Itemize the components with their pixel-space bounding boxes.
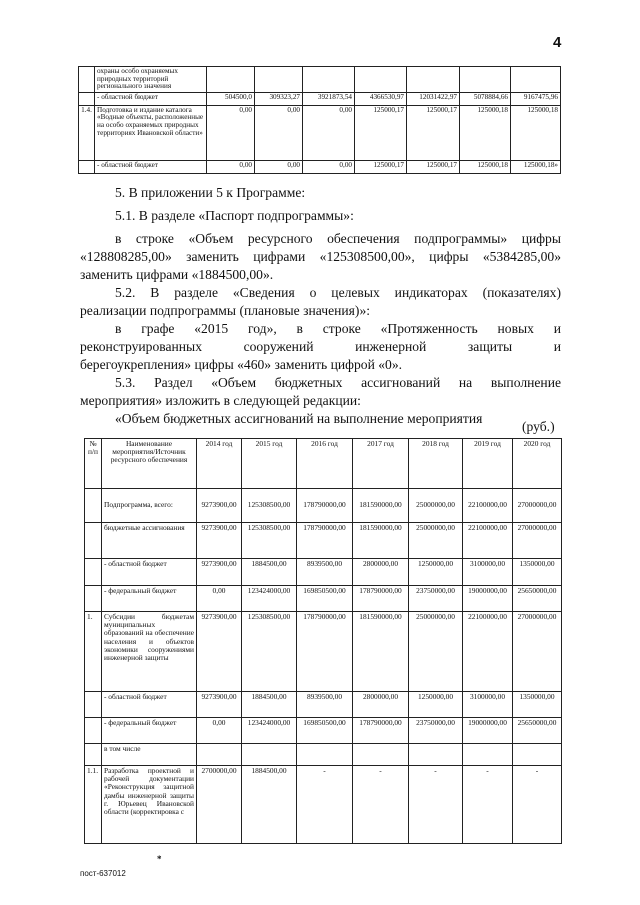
value-cell: 25000000,00 <box>409 489 463 523</box>
row-label: охраны особо охраняемых природных территорий регионального значения <box>95 67 207 93</box>
value-cell <box>242 744 297 766</box>
row-number: 1. <box>85 612 102 692</box>
para-5-3-line1: 5.3. Раздел «Объем бюджетных ассигнований на выполнение <box>115 375 561 390</box>
para-5-2-sub-line1: в графе «2015 год», в строке «Протяженность новых и <box>115 321 561 336</box>
value-cell <box>297 744 353 766</box>
value-cell: 9273900,00 <box>197 523 242 559</box>
unit-label: (руб.) <box>522 419 555 434</box>
value-cell: 9273900,00 <box>197 692 242 718</box>
value-cell: 125308500,00 <box>242 523 297 559</box>
row-label: - федеральный бюджет <box>102 586 197 612</box>
value-cell: 8939500,00 <box>297 692 353 718</box>
row-number <box>79 92 95 105</box>
value-cell: 5078884,66 <box>460 92 511 105</box>
value-cell: 9167475,96 <box>511 92 561 105</box>
row-number <box>85 586 102 612</box>
value-cell: 25000000,00 <box>409 612 463 692</box>
table-row <box>85 489 562 523</box>
row-number <box>85 489 102 523</box>
para-5-1: 5.1. В разделе «Паспорт подпрограммы»: <box>115 208 354 223</box>
value-cell: 125308500,00 <box>242 489 297 523</box>
row-number <box>79 67 95 93</box>
row-label: Субсидии бюджетам муниципальных образований на обеспечение населения и объектов экономики сооружениями инженерной защиты <box>102 612 197 692</box>
table-row <box>85 718 562 744</box>
value-cell: 181590000,00 <box>353 489 409 523</box>
value-cell: 23750000,00 <box>409 718 463 744</box>
para-5-1-line3: заменить цифрами «1884500,00». <box>80 267 274 282</box>
value-cell: 19000000,00 <box>463 718 513 744</box>
column-header: 2014 год <box>197 439 242 489</box>
table-row <box>85 586 562 612</box>
column-header: Наименование мероприятия/Источник ресурсного обеспечения <box>102 439 197 489</box>
value-cell: 27000000,00 <box>513 612 562 692</box>
table-row <box>85 692 562 718</box>
value-cell: 1350000,00 <box>513 692 562 718</box>
column-header: 2016 год <box>297 439 353 489</box>
value-cell: 4366530,97 <box>355 92 407 105</box>
value-cell <box>353 744 409 766</box>
value-cell: 125000,17 <box>407 160 460 173</box>
value-cell: 178790000,00 <box>297 489 353 523</box>
value-cell: 3100000,00 <box>463 692 513 718</box>
value-cell: 1884500,00 <box>242 692 297 718</box>
table-caption: «Объем бюджетных ассигнований на выполнение мероприятия <box>115 411 483 426</box>
value-cell: 9273900,00 <box>197 489 242 523</box>
value-cell: 309323,27 <box>255 92 303 105</box>
value-cell: 0,00 <box>255 105 303 160</box>
column-header: 2019 год <box>463 439 513 489</box>
table-row <box>79 92 561 105</box>
value-cell: 125000,18 <box>460 105 511 160</box>
row-label: - областной бюджет <box>95 92 207 105</box>
table-row <box>85 766 562 844</box>
value-cell: - <box>297 766 353 844</box>
value-cell: 25000000,00 <box>409 523 463 559</box>
row-number: 1.1. <box>85 766 102 844</box>
value-cell: 3921873,54 <box>303 92 355 105</box>
value-cell: 0,00 <box>303 160 355 173</box>
value-cell: 0,00 <box>197 586 242 612</box>
value-cell: 25650000,00 <box>513 586 562 612</box>
table-row <box>85 612 562 692</box>
table-row <box>79 160 561 173</box>
value-cell: 22100000,00 <box>463 523 513 559</box>
row-label: - областной бюджет <box>102 692 197 718</box>
value-cell: - <box>463 766 513 844</box>
row-label: в том числе <box>102 744 197 766</box>
value-cell: - <box>409 766 463 844</box>
value-cell <box>460 67 511 93</box>
page-number: 4 <box>553 34 562 51</box>
budget-table <box>84 438 562 844</box>
para-5: 5. В приложении 5 к Программе: <box>115 185 306 200</box>
value-cell: 3100000,00 <box>463 559 513 586</box>
value-cell <box>463 744 513 766</box>
row-label: - областной бюджет <box>102 559 197 586</box>
table-row <box>85 559 562 586</box>
program-table-top <box>78 66 561 174</box>
value-cell: 125000,17 <box>407 105 460 160</box>
value-cell <box>207 67 255 93</box>
value-cell: 22100000,00 <box>463 489 513 523</box>
footer-code: пост-637012 <box>80 869 126 878</box>
value-cell: 1884500,00 <box>242 766 297 844</box>
value-cell: 9273900,00 <box>197 559 242 586</box>
value-cell: 22100000,00 <box>463 612 513 692</box>
value-cell <box>303 67 355 93</box>
value-cell: 125000,17 <box>355 105 407 160</box>
value-cell: 169850500,00 <box>297 718 353 744</box>
value-cell: 0,00 <box>207 160 255 173</box>
value-cell: 1250000,00 <box>409 692 463 718</box>
value-cell <box>197 744 242 766</box>
value-cell: 19000000,00 <box>463 586 513 612</box>
value-cell: 125000,18 <box>460 160 511 173</box>
value-cell: 12031422,97 <box>407 92 460 105</box>
column-header: 2020 год <box>513 439 562 489</box>
row-label: бюджетные ассигнования <box>102 523 197 559</box>
value-cell: 1884500,00 <box>242 559 297 586</box>
para-5-1-line1: в строке «Объем ресурсного обеспечения подпрограммы» цифры <box>115 231 561 246</box>
value-cell: 0,00 <box>197 718 242 744</box>
value-cell <box>255 67 303 93</box>
value-cell: 9273900,00 <box>197 612 242 692</box>
value-cell: 178790000,00 <box>353 718 409 744</box>
table-row <box>85 523 562 559</box>
value-cell: 125000,18 <box>511 105 561 160</box>
value-cell: 27000000,00 <box>513 523 562 559</box>
row-label: - областной бюджет <box>95 160 207 173</box>
page-mark: * <box>157 854 162 864</box>
row-label: Подпрограмма, всего: <box>102 489 197 523</box>
column-header: 2018 год <box>409 439 463 489</box>
table-row <box>79 105 561 160</box>
column-header: 2017 год <box>353 439 409 489</box>
row-number: 1.4. <box>79 105 95 160</box>
column-header: 2015 год <box>242 439 297 489</box>
value-cell: 125000,17 <box>355 160 407 173</box>
row-label: Разработка проектной и рабочей документации «Реконструкция защитной дамбы инженерной защиты г. Юрьевец Ивановской области (корректировка с <box>102 766 197 844</box>
row-number <box>85 744 102 766</box>
value-cell: 178790000,00 <box>353 586 409 612</box>
value-cell: 1250000,00 <box>409 559 463 586</box>
value-cell: - <box>513 766 562 844</box>
row-number <box>85 559 102 586</box>
value-cell: 123424000,00 <box>242 586 297 612</box>
value-cell <box>511 67 561 93</box>
value-cell: 27000000,00 <box>513 489 562 523</box>
value-cell: 25650000,00 <box>513 718 562 744</box>
value-cell: 181590000,00 <box>353 612 409 692</box>
value-cell: 181590000,00 <box>353 523 409 559</box>
value-cell: 0,00 <box>255 160 303 173</box>
row-label: Подготовка и издание каталога «Водные объекты, расположенные на особо охраняемых природных территориях Ивановской области» <box>95 105 207 160</box>
value-cell: 178790000,00 <box>297 612 353 692</box>
para-5-2-line2: реализации подпрограммы (плановые значения)»: <box>80 303 371 318</box>
value-cell: 0,00 <box>207 105 255 160</box>
value-cell: 23750000,00 <box>409 586 463 612</box>
value-cell <box>407 67 460 93</box>
row-number <box>85 718 102 744</box>
value-cell: 169850500,00 <box>297 586 353 612</box>
value-cell <box>409 744 463 766</box>
value-cell <box>355 67 407 93</box>
value-cell: 125000,18» <box>511 160 561 173</box>
row-label: - федеральный бюджет <box>102 718 197 744</box>
value-cell: 123424000,00 <box>242 718 297 744</box>
value-cell: 1350000,00 <box>513 559 562 586</box>
para-5-1-line2: «128808285,00» заменить цифрами «125308500,00», цифры «5384285,00» <box>80 249 561 264</box>
value-cell <box>513 744 562 766</box>
row-number <box>85 523 102 559</box>
table-row <box>79 67 561 93</box>
para-5-2-sub-line3: берегоукрепления» цифры «460» заменить цифрой «0». <box>80 357 403 372</box>
value-cell: 125308500,00 <box>242 612 297 692</box>
value-cell: 8939500,00 <box>297 559 353 586</box>
value-cell: 2800000,00 <box>353 692 409 718</box>
value-cell: 178790000,00 <box>297 523 353 559</box>
value-cell: 2800000,00 <box>353 559 409 586</box>
para-5-3-line2: мероприятия» изложить в следующей редакции: <box>80 393 361 408</box>
column-header: № п/п <box>85 439 102 489</box>
table-row <box>85 744 562 766</box>
para-5-2-sub-line2: реконструированных сооружений инженерной защиты и <box>80 339 561 354</box>
row-number <box>85 692 102 718</box>
para-5-2-line1: 5.2. В разделе «Сведения о целевых индикаторах (показателях) <box>115 285 561 300</box>
value-cell: - <box>353 766 409 844</box>
value-cell: 2700000,00 <box>197 766 242 844</box>
row-number <box>79 160 95 173</box>
value-cell: 504500,0 <box>207 92 255 105</box>
value-cell: 0,00 <box>303 105 355 160</box>
